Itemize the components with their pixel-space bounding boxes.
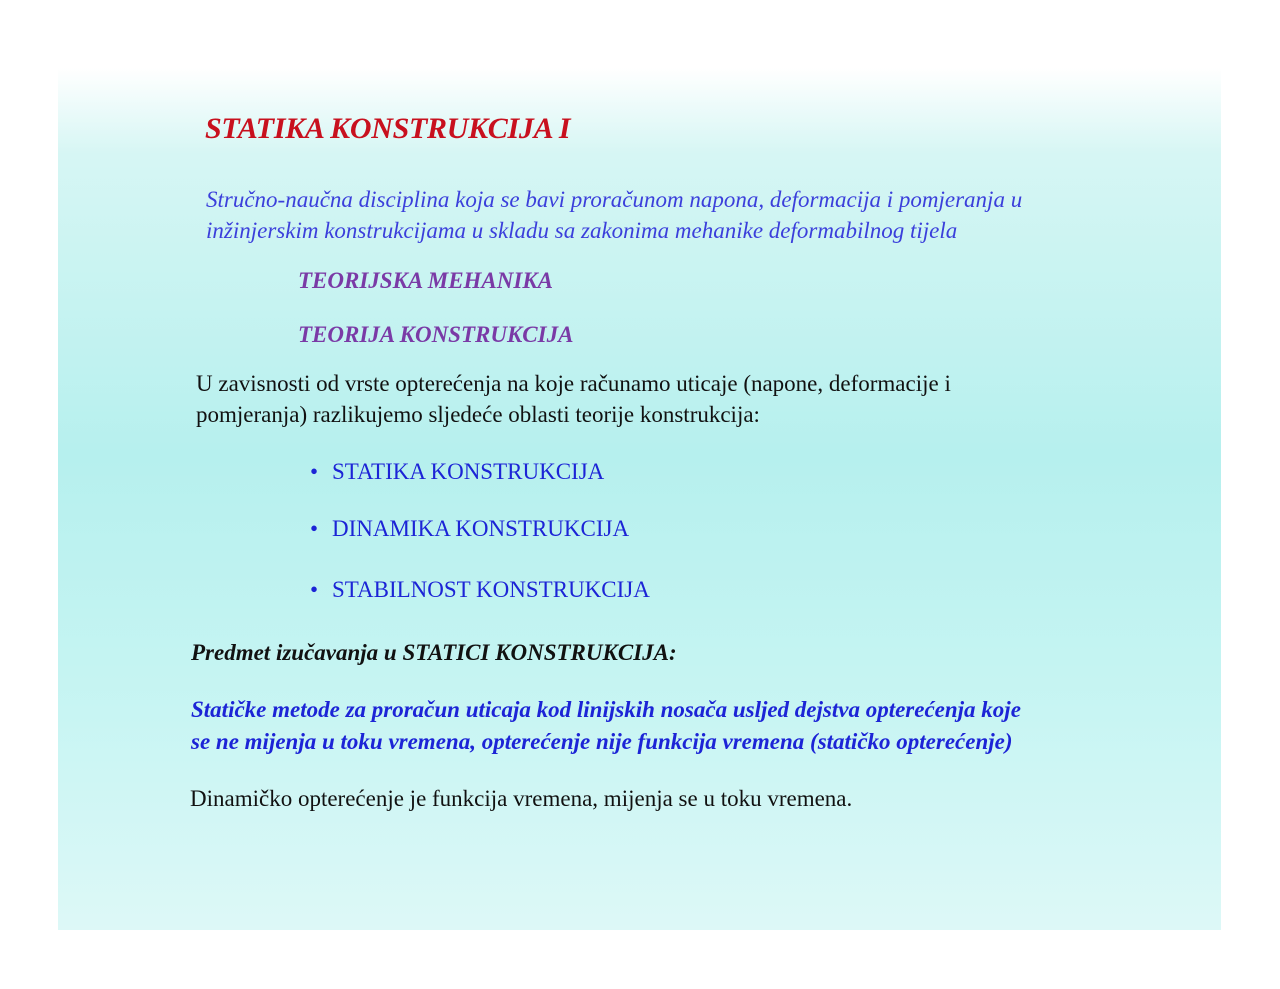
list-item-label: STABILNOST KONSTRUKCIJA [332,577,650,602]
intro-line: U zavisnosti od vrste opterećenja na koje računamo uticaje (napone, deformacije i [196,371,951,396]
methods-line: se ne mijenja u toku vremena, opterećenje nije funkcija vremena (statičko opterećenje) [191,729,1013,754]
description-line: Stručno-naučna disciplina koja se bavi proračunom napona, deformacija i pomjeranja u [206,187,1023,212]
dynamic-note: Dinamičko opterećenje je funkcija vremena, mijenja se u toku vremena. [190,786,853,811]
methods-line: Statičke metode za proračun uticaja kod linijskih nosača usljed dejstva opterećenja koje [191,697,1021,722]
bullet-icon: • [310,516,319,541]
list-item-label: STATIKA KONSTRUKCIJA [332,459,605,484]
bullet-icon: • [310,459,319,484]
bullet-icon: • [310,577,319,602]
field-theory-of-structures: TEORIJA KONSTRUKCIJA [298,322,574,347]
list-item-statics [310,459,604,485]
slide-title: STATIKA KONSTRUKCIJA I [205,112,571,145]
methods-paragraph [191,694,1021,758]
subject-heading: Predmet izučavanja u STATICI KONSTRUKCIJA: [191,640,677,665]
list-item-label: DINAMIKA KONSTRUKCIJA [332,516,630,541]
list-item-stability [310,577,650,603]
intro-line: pomjeranja) razlikujemo sljedeće oblasti teorije konstrukcija: [196,402,760,427]
slide [58,68,1221,930]
field-theoretical-mechanics: TEORIJSKA MEHANIKA [298,268,554,293]
description-line: inžinjerskim konstrukcijama u skladu sa zakonima mehanike deformabilnog tijela [206,218,958,243]
intro-paragraph [196,368,951,430]
list-item-dynamics [310,516,629,542]
description [206,184,1022,246]
